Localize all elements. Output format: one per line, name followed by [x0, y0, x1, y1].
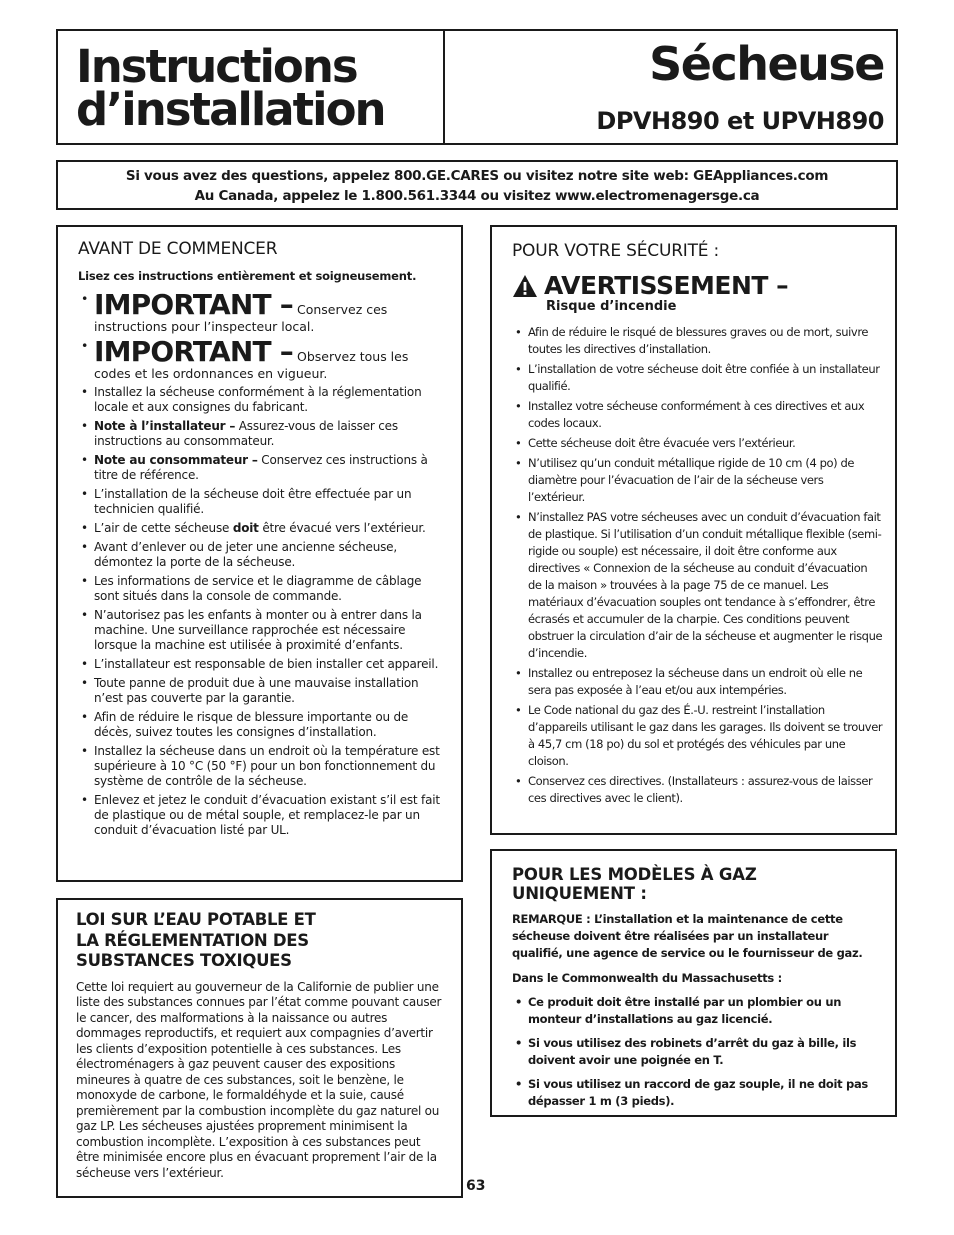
page-title: Instructions d’installation — [76, 40, 385, 136]
warning-subtitle: Risque d’incendie — [546, 299, 677, 314]
list-item: • Les informations de service et le diagramme de câblage sont situés dans la console de commande. — [78, 574, 447, 604]
important-text: Conservez ces instructions pour l’inspecteur local. — [94, 302, 388, 334]
item-text: être évacué vers l’extérieur. — [262, 521, 426, 535]
important-label: IMPORTANT – — [94, 288, 293, 321]
contact-banner — [56, 160, 898, 210]
list-item: • N’utilisez qu’un conduit métallique rigide de 10 cm (4 po) de diamètre pour l’évacuation de l’air de la sécheuse vers l’extérieur. — [512, 455, 883, 506]
list-item: • Le Code national du gaz des É.-U. restreint l’installation d’appareils utilisant le gaz dans les garages. Ils doivent se trouver à 45,7 cm (18 po) du sol et protégés des véhicules par une cloison. — [512, 702, 883, 770]
massachusetts-label: Dans le Commonwealth du Massachusetts : — [512, 971, 782, 985]
list-item: • N’installez PAS votre sécheuses avec un conduit d’évacuation fait de plastique. Si l’utilisation d’un conduit métallique flexible (semi-rigide ou souple) est nécessaire, il doit être conforme aux directives « Connexion de la sécheuse au conduit d’évacuation de la maison » trouvées à la page 75 de ce manuel. Les matériaux d’évacuation souples ont tendance à s’effondrer, être écrasés et accumuler de la charpie. Ces conditions peuvent obstruer la circulation d’air de la sécheuse et augmenter le risque d’incendie. — [512, 509, 883, 662]
contact-line-us: Si vous avez des questions, appelez 800.GE.CARES ou visitez notre site web: GEAppliances.com — [125, 168, 829, 184]
warning-title: AVERTISSEMENT – — [544, 271, 789, 300]
section-title: POUR LES MODÈLES À GAZ UNIQUEMENT : — [512, 865, 757, 903]
list-item — [78, 521, 447, 536]
list-item: • Ce produit doit être installé par un plombier ou un monteur d’installations au gaz licencié. — [512, 994, 881, 1028]
list-item: • Installez la sécheuse dans un endroit où la température est supérieure à 10 °C (50 °F) pour un bon fonctionnement du système de contrôle de la sécheuse. — [78, 744, 447, 789]
list-item: • L’installateur est responsable de bien installer cet appareil. — [78, 657, 447, 672]
section-title: LOI SUR L’EAU POTABLE ET LA RÉGLEMENTATION DES SUBSTANCES TOXIQUES — [76, 910, 316, 970]
warning-triangle-icon — [512, 274, 538, 298]
list-item: • Installez votre sécheuse conformément à ces directives et aux codes locaux. — [512, 398, 883, 432]
list-item: • L’installation de la sécheuse doit être effectuée par un technicien qualifié. — [78, 487, 447, 517]
list-item: • N’autorisez pas les enfants à monter ou à entrer dans la machine. Une surveillance rapprochée est nécessaire lorsque la machine est utilisée à proximité d’enfants. — [78, 608, 447, 653]
list-item: • Enlevez et jetez le conduit d’évacuation existant s’il est fait de plastique ou de métal souple, et remplacez-le par un conduit d’évacuation listé par UL. — [78, 793, 447, 838]
item-text: L’air de cette sécheuse — [94, 521, 230, 535]
note-text: Assurez-vous de laisser ces instructions au consommateur. — [94, 419, 398, 448]
warning-header — [512, 273, 883, 299]
item-emphasis: doit — [232, 521, 259, 535]
product-name: Sécheuse — [649, 37, 884, 91]
list-item: • Conservez ces directives. (Installateurs : assurez-vous de laisser ces directives avec le client). — [512, 773, 883, 807]
contact-line-canada: Au Canada, appelez le 1.800.561.3344 ou visitez www.electromenagersge.ca — [194, 188, 760, 204]
section-title: POUR VOTRE SÉCURITÉ : — [512, 241, 720, 261]
important-note — [78, 335, 447, 381]
list-item: • L’installation de votre sécheuse doit être confiée à un installateur qualifié. — [512, 361, 883, 395]
important-text: Observez tous les codes et les ordonnances en vigueur. — [94, 349, 409, 381]
section-body: Cette loi requiert au gouverneur de la Californie de publier une liste des substances connues par l’état comme pouvant causer le cancer, des malformations à la naissance ou autres dommages reproductifs, et requiert aux compagnies d’avertir les clients d’exposition potentielle à ces substances. Les électroménagers à gaz peuvent causer des expositions mineures à quatre de ces substances, soit le benzène, le monoxyde de carbone, le formaldéhyde et la suie, causé premièrement par la combustion incomplète du gaz naturel ou gaz LP. Les sécheuses ajustées proprement minimisent la combustion incomplète. L’exposition à ces substances peut être minimisée encore plus en évacuant proprement l’air de la sécheuse vers l’extérieur. — [76, 979, 442, 1180]
note-label: Note à l’installateur – — [94, 419, 236, 433]
list-item: • Installez ou entreposez la sécheuse dans un endroit où elle ne sera pas exposée à l’eau et/ou aux intempéries. — [512, 665, 883, 699]
list-item: • Si vous utilisez un raccord de gaz souple, il ne doit pas dépasser 1 m (3 pieds). — [512, 1076, 881, 1110]
list-item: • Afin de réduire le risque de blessure importante ou de décès, suivez toutes les consignes d’installation. — [78, 710, 447, 740]
list-item: • Avant d’enlever ou de jeter une ancienne sécheuse, démontez la porte de la sécheuse. — [78, 540, 447, 570]
model-numbers: DPVH890 et UPVH890 — [596, 107, 884, 135]
list-item: • Toute panne de produit due à une mauvaise installation n’est pas couverte par la garantie. — [78, 676, 447, 706]
list-item: • Installez la sécheuse conformément à la réglementation locale et aux consignes du fabricant. — [78, 385, 447, 415]
list-item: • Cette sécheuse doit être évacuée vers l’extérieur. — [512, 435, 883, 452]
section-title: AVANT DE COMMENCER — [78, 239, 278, 259]
remark-text: REMARQUE : L’installation et la maintenance de cette sécheuse doivent être réalisées par un installateur qualifié, une agence de service ou le fournisseur de gaz. — [512, 912, 863, 960]
intro-text: Lisez ces instructions entièrement et soigneusement. — [78, 269, 417, 283]
before-you-begin-section — [56, 225, 463, 882]
header-title-box — [56, 29, 445, 145]
important-note — [78, 288, 447, 334]
note-text: Conservez ces instructions à titre de référence. — [94, 453, 428, 482]
list-item: • Afin de réduire le risqué de blessures graves ou de mort, suivre toutes les directives d’installation. — [512, 324, 883, 358]
drinking-water-act-section — [56, 898, 463, 1198]
note-label: Note au consommateur – — [94, 453, 258, 467]
list-item: • Si vous utilisez des robinets d’arrêt du gaz à bille, ils doivent avoir une poignée en T. — [512, 1035, 881, 1069]
safety-section — [490, 225, 897, 835]
list-item — [78, 419, 447, 449]
list-item — [78, 453, 447, 483]
header-product-box — [443, 29, 898, 145]
gas-models-section — [490, 849, 897, 1117]
page-number: 63 — [466, 1178, 486, 1194]
important-label: IMPORTANT – — [94, 335, 293, 368]
